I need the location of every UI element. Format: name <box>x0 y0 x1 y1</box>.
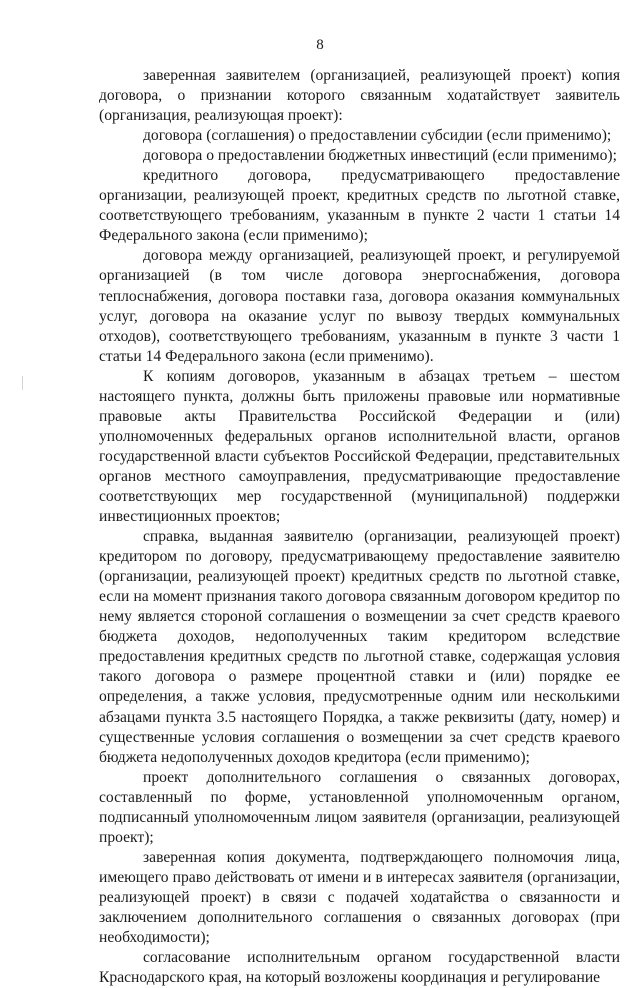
document-body <box>99 66 620 988</box>
paragraph-subsidy-agreement: договора (соглашения) о предоставлении субсидии (если применимо); <box>143 127 612 145</box>
paragraph-draft-supplementary-agreement: проект дополнительного соглашения о связанных договорах, составленный по форме, установленной уполномоченным органом, подписанный уполномоченным лицом заявителя (организации, реализующей проект); <box>99 768 620 846</box>
scan-artifact-mark <box>22 376 23 390</box>
paragraph-creditor-certificate: справка, выданная заявителю (организации, реализующей проект) кредитором по договору, предусматривающему предоставление заявителю (организации, реализующей проект) кредитных средств по льготной ставке, если на момент признания такого договора связанным договором кредитор по нему является стороной соглашения о возмещении за счет средств краевого бюджета доходов, недополученных таким кредитором вследствие предоставления кредитных средств по льготной ставке, содержащая условия такого договора о размере процентной ставки и (или) порядке ее определения, а также условия, предусмотренные одним или несколькими абзацами пункта 3.5 настоящего Порядка, а также реквизиты (дату, номер) и существенные условия соглашения о возмещении за счет средств краевого бюджета недополученных доходов кредитора (если применимо); <box>99 528 620 766</box>
paragraph-regulated-org-agreement: договора между организацией, реализующей проект, и регулируемой организацией (в том числе договора энергоснабжения, договора теплоснабжения, договора поставки газа, договора оказания коммунальных услуг, договора на оказание услуг по вывозу твердых коммунальных отходов), соответствующего требованиям, указанным в пункте 3 части 1 статьи 14 Федерального закона (если применимо). <box>99 247 620 365</box>
paragraph-budget-investment-agreement: договора о предоставлении бюджетных инвестиций (если применимо); <box>143 147 617 165</box>
paragraph-authority-document: заверенная копия документа, подтверждающего полномочия лица, имеющего право действовать от имени и в интересах заявителя (организации, реализующей проект) в связи с подачей ходатайства о связанности и заключением дополнительного соглашения о связанных договорах (при необходимости); <box>99 848 620 947</box>
page-number: 8 <box>316 37 324 53</box>
paragraph-regional-approval: согласование исполнительным органом государственной власти Краснодарского края, на который возложены координация и регулирование <box>99 949 620 987</box>
paragraph-certified-copy-intro: заверенная заявителем (организацией, реализующей проект) копия договора, о признании которого связанным ходатайствует заявитель (организация, реализующая проект): <box>99 67 620 125</box>
paragraph-attached-legal-acts: К копиям договоров, указанным в абзацах третьем – шестом настоящего пункта, должны быть приложены правовые или нормативные правовые акты Правительства Российской Федерации и (или) уполномоченных федеральных органов исполнительной власти, органов государственной власти субъектов Российской Федерации, представительных органов местного самоуправления, предусматривающие предоставление соответствующих мер государственной (муниципальной) поддержки инвестиционных проектов; <box>99 367 620 526</box>
paragraph-credit-agreement: кредитного договора, предусматривающего предоставление организации, реализующей проект, кредитных средств по льготной ставке, соответствующего требованиям, указанным в пункте 2 части 1 статьи 14 Федерального закона (если применимо); <box>99 167 620 245</box>
